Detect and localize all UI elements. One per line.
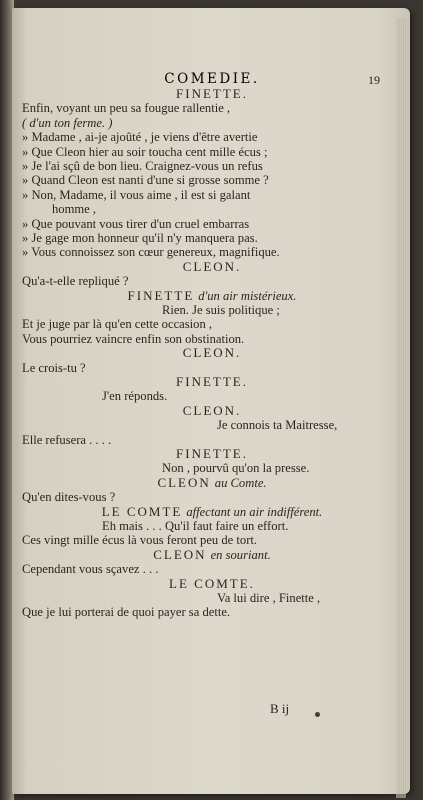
speaker-name xyxy=(22,289,402,303)
verse-line: » Madame , ai-je ajoûté , je viens d'être avertie xyxy=(22,130,258,145)
speaker-label: CLEON. xyxy=(182,345,242,361)
verse-line: » Je l'ai sçû de bon lieu. Craignez-vous un refus xyxy=(22,159,263,173)
verse-line: Vous pourriez vaincre enfin son obstination. xyxy=(22,331,245,346)
speaker-label: FINETTE. xyxy=(176,86,248,101)
speaker-label: CLEON. xyxy=(182,402,242,418)
signature-mark: B ij xyxy=(270,701,290,716)
speaker-label: FINETTE. xyxy=(176,374,248,389)
verse-line: Elle refusera . . . . xyxy=(22,432,112,447)
speaker-name xyxy=(22,577,402,591)
stage-direction: affectant un air indifférent. xyxy=(186,504,323,519)
speaker-label: CLEON xyxy=(157,474,211,490)
speaker-label: FINETTE xyxy=(127,287,195,303)
verse-line: Eh mais . . . Qu'il faut faire un effort. xyxy=(102,519,289,533)
speaker-name xyxy=(22,404,402,418)
verse-line: Rien. Je suis politique ; xyxy=(162,303,280,317)
speaker-label: LE COMTE xyxy=(101,503,183,519)
verse-line: Va lui dire , Finette , xyxy=(217,591,321,605)
page-number: 19 xyxy=(368,73,380,87)
verse-line: » Je gage mon honneur qu'il n'y manquera pas. xyxy=(22,231,258,245)
speaker-label: FINETTE. xyxy=(176,446,248,461)
verse-line: Ces vingt mille écus là vous feront peu de tort. xyxy=(22,533,258,548)
verse-line: Le crois-tu ? xyxy=(22,360,86,375)
speaker-name xyxy=(22,375,402,389)
verse-line: » Non, Madame, il vous aime , il est si galant xyxy=(22,187,251,202)
verse-line: Non , pourvû qu'on la presse. xyxy=(162,461,310,476)
stage-direction-line: ( d'un ton ferme. ) xyxy=(22,115,113,130)
speaker-name xyxy=(22,447,402,461)
verse-line: Je connois ta Maitresse, xyxy=(217,418,338,433)
verse-line: » Que pouvant vous tirer d'un cruel embarras xyxy=(22,216,250,231)
stage-direction: d'un air mistérieux. xyxy=(198,288,297,303)
speaker-label: LE COMTE. xyxy=(169,575,255,591)
verse-line: homme , xyxy=(52,202,97,217)
verse-line: » Vous connoissez son cœur genereux, magnifique. xyxy=(22,245,280,260)
running-title: COMEDIE. xyxy=(164,71,260,87)
speaker-name xyxy=(22,505,402,519)
verse-line: Enfin, voyant un peu sa fougue rallentie , xyxy=(22,101,231,116)
speaker-label: CLEON. xyxy=(182,258,242,274)
verse-line: Qu'en dites-vous ? xyxy=(22,490,116,505)
speaker-name xyxy=(22,476,402,490)
verse-line: Cependant vous sçavez . . . xyxy=(22,562,159,577)
speaker-name xyxy=(22,548,402,562)
verse-line: » Que Cleon hier au soir toucha cent mille écus ; xyxy=(22,144,268,159)
ink-spot xyxy=(315,712,320,717)
verse-line: » Quand Cleon est nanti d'une si grosse somme ? xyxy=(22,173,269,188)
book-page xyxy=(12,8,410,794)
stage-direction: en souriant. xyxy=(210,547,271,562)
verse-line: Qu'a-t-elle repliqué ? xyxy=(22,274,129,289)
verse-line: Et je juge par là qu'en cette occasion , xyxy=(22,317,213,332)
stage-direction: au Comte. xyxy=(214,475,267,490)
speaker-name xyxy=(22,346,402,360)
speaker-name xyxy=(22,87,402,101)
verse-line: J'en réponds. xyxy=(102,389,168,404)
verse-line: Que je lui porterai de quoi payer sa dette. xyxy=(22,605,231,620)
speaker-name xyxy=(22,260,402,274)
speaker-label: CLEON xyxy=(153,546,207,562)
